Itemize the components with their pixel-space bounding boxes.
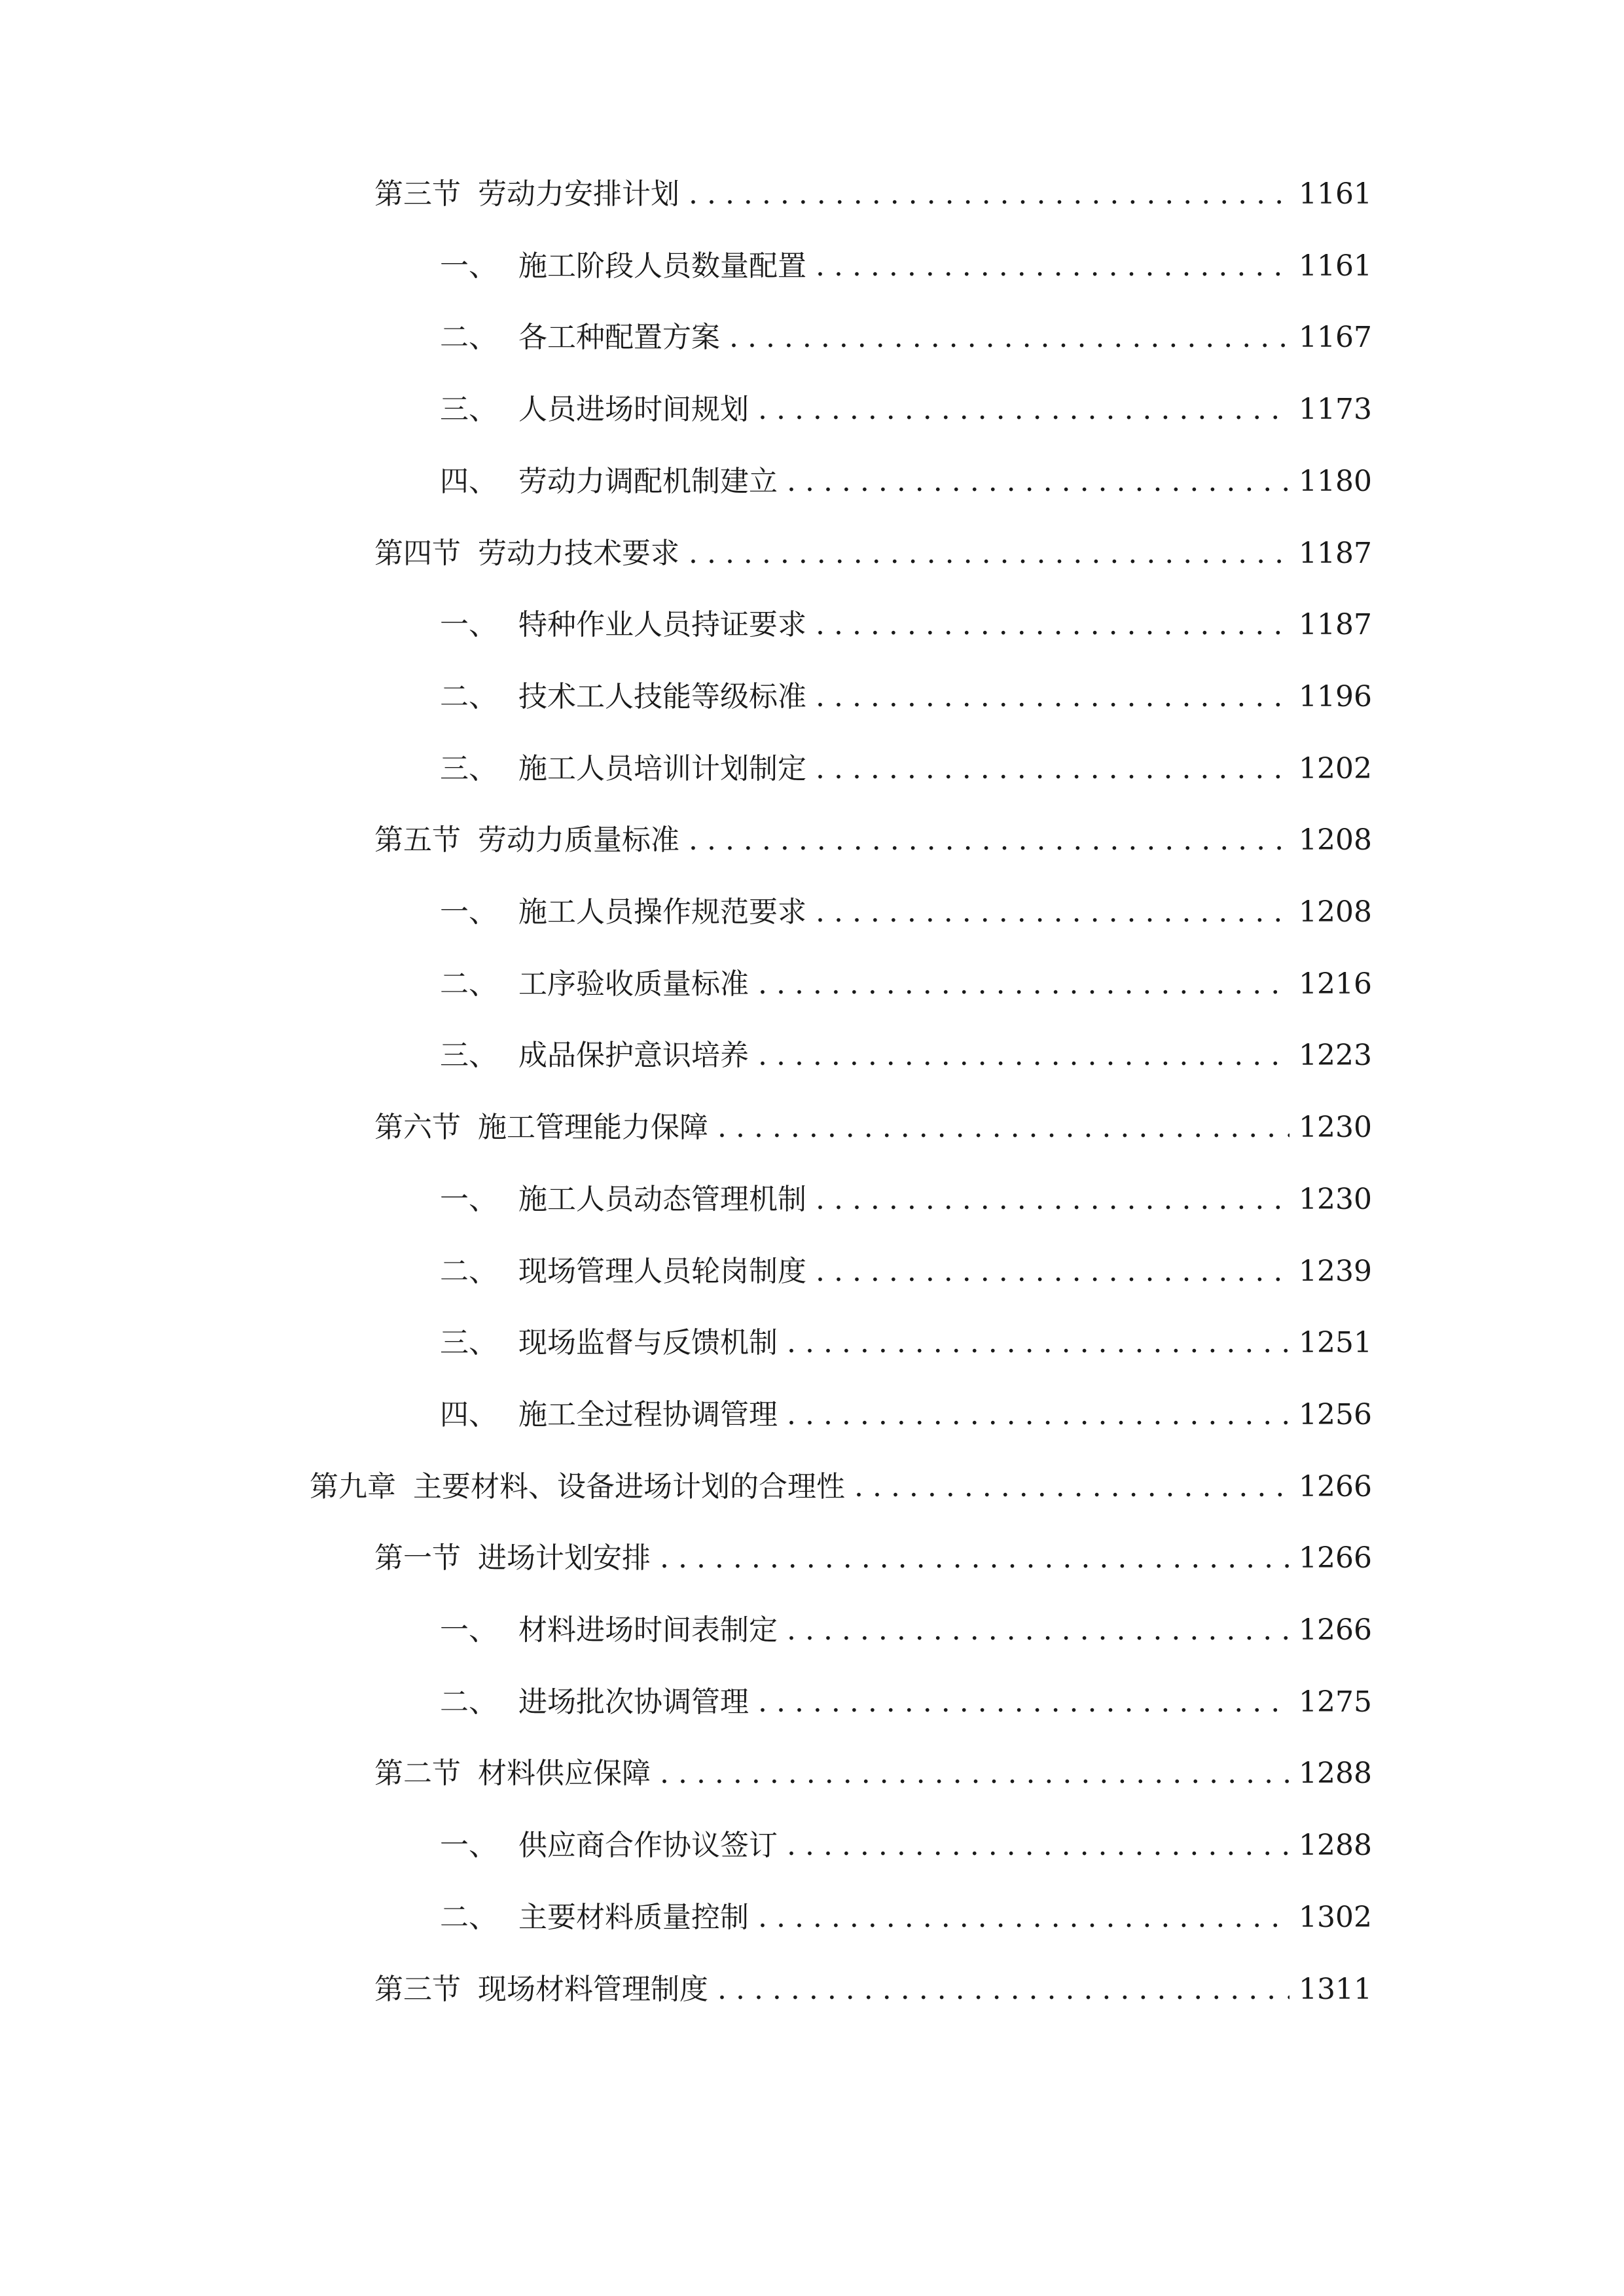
toc-entry-prefix: 第三节 [374,177,461,211]
dot-leader [816,602,1290,648]
toc-entry-title: 劳动力安排计划 [478,177,679,211]
toc-entry-title: 施工全过程协调管理 [518,1398,778,1431]
toc-entry-page-number: 1275 [1299,1685,1372,1719]
toc-entry-item[interactable] [440,1895,1372,1941]
toc-entry-prefix: 一、 [440,1613,497,1647]
toc-entry-page-number: 1208 [1299,895,1372,929]
toc-entry-title: 施工人员动态管理机制 [518,1183,806,1216]
toc-entry-item[interactable] [440,889,1372,935]
toc-entry-section[interactable] [374,1967,1372,2013]
toc-entry-page-number: 1173 [1299,393,1372,426]
toc-entry-title: 现场监督与反馈机制 [518,1326,778,1359]
dot-leader [717,1967,1290,2013]
toc-entry-prefix: 二、 [440,1901,497,1934]
toc-entry-page-number: 1196 [1299,680,1372,713]
toc-entry-item[interactable] [440,1177,1372,1223]
toc-entry-item[interactable] [440,602,1372,648]
toc-entry-item[interactable] [440,1320,1372,1366]
dot-leader [787,459,1290,505]
toc-entry-page-number: 1187 [1299,608,1372,641]
toc-entry-section[interactable] [374,817,1372,863]
toc-entry-prefix: 一、 [440,1183,497,1216]
dot-leader [758,1033,1290,1079]
dot-leader [816,1177,1290,1223]
toc-entry-prefix: 二、 [440,1255,497,1288]
toc-entry-title: 现场管理人员轮岗制度 [518,1255,806,1288]
toc-entry-page-number: 1266 [1299,1613,1372,1647]
toc-entry-page-number: 1161 [1299,177,1372,211]
toc-entry-item[interactable] [440,1033,1372,1079]
toc-entry-prefix: 三、 [440,1326,497,1359]
toc-entry-title: 施工阶段人员数量配置 [518,249,806,283]
toc-entry-title: 进场批次协调管理 [518,1685,749,1719]
toc-entry-section[interactable] [374,171,1372,217]
toc-entry-title: 人员进场时间规划 [518,393,749,426]
toc-entry-title: 主要材料质量控制 [518,1901,749,1934]
dot-leader [787,1320,1290,1366]
toc-entry-page-number: 1251 [1299,1326,1372,1359]
toc-entry-title: 劳动力技术要求 [478,537,679,570]
toc-entry-item[interactable] [440,387,1372,433]
toc-entry-prefix: 二、 [440,1685,497,1719]
toc-entry-item[interactable] [440,315,1372,361]
toc-entry-title: 施工管理能力保障 [478,1111,708,1144]
toc-entry-item[interactable] [440,1249,1372,1295]
dot-leader [729,315,1290,361]
toc-entry-title: 各工种配置方案 [518,321,720,354]
toc-entry-page-number: 1180 [1299,465,1372,498]
toc-entry-prefix: 三、 [440,1039,497,1072]
dot-leader [758,1895,1290,1941]
dot-leader [758,387,1290,433]
dot-leader [717,1105,1290,1151]
dot-leader [787,1607,1290,1653]
toc-entry-title: 技术工人技能等级标准 [518,680,806,713]
dot-leader [660,1751,1290,1797]
toc-entry-item[interactable] [440,1392,1372,1438]
dot-leader [689,817,1290,863]
toc-entry-prefix: 一、 [440,895,497,929]
dot-leader [816,243,1290,289]
toc-entry-title: 特种作业人员持证要求 [518,608,806,641]
toc-entry-prefix: 二、 [440,967,497,1001]
toc-entry-prefix: 一、 [440,608,497,641]
toc-entry-page-number: 1288 [1299,1757,1372,1790]
toc-entry-page-number: 1216 [1299,967,1372,1001]
toc-entry-title: 成品保护意识培养 [518,1039,749,1072]
toc-entry-page-number: 1161 [1299,249,1372,283]
toc-entry-section[interactable] [374,1535,1372,1581]
dot-leader [816,746,1290,792]
toc-entry-title: 主要材料、设备进场计划的合理性 [413,1470,845,1503]
dot-leader [758,961,1290,1007]
toc-entry-prefix: 二、 [440,680,497,713]
toc-entry-page-number: 1187 [1299,537,1372,570]
toc-entry-prefix: 四、 [440,465,497,498]
dot-leader [758,1679,1290,1725]
toc-entry-page-number: 1208 [1299,823,1372,857]
toc-entry-prefix: 三、 [440,752,497,785]
dot-leader [689,171,1290,217]
toc-entry-prefix: 三、 [440,393,497,426]
dot-leader [816,1249,1290,1295]
toc-entry-title: 现场材料管理制度 [478,1973,708,2006]
dot-leader [854,1464,1290,1510]
toc-entry-prefix: 一、 [440,1829,497,1862]
toc-entry-section[interactable] [374,531,1372,577]
dot-leader [689,531,1290,577]
toc-entry-prefix: 第四节 [374,537,461,570]
toc-entry-prefix: 第九章 [310,1470,396,1503]
toc-entry-prefix: 第二节 [374,1757,461,1790]
toc-entry-prefix: 第三节 [374,1973,461,2006]
toc-entry-chapter[interactable] [310,1464,1372,1510]
dot-leader [787,1823,1290,1869]
toc-entry-title: 材料进场时间表制定 [518,1613,778,1647]
toc-entry-prefix: 第五节 [374,823,461,857]
dot-leader [787,1392,1290,1438]
toc-entry-item[interactable] [440,243,1372,289]
toc-entry-page-number: 1167 [1299,321,1372,354]
toc-entry-page-number: 1288 [1299,1829,1372,1862]
toc-entry-prefix: 二、 [440,321,497,354]
toc-entry-title: 劳动力调配机制建立 [518,465,778,498]
toc-entry-prefix: 第一节 [374,1541,461,1575]
toc-entry-prefix: 一、 [440,249,497,283]
toc-entry-title: 供应商合作协议签订 [518,1829,778,1862]
toc-entry-page-number: 1202 [1299,752,1372,785]
toc-entry-title: 进场计划安排 [478,1541,651,1575]
dot-leader [660,1535,1290,1581]
dot-leader [816,889,1290,935]
toc-entry-item[interactable] [440,961,1372,1007]
toc-entry-page-number: 1239 [1299,1255,1372,1288]
dot-leader [816,674,1290,720]
toc-entry-page-number: 1223 [1299,1039,1372,1072]
toc-entry-item[interactable] [440,459,1372,505]
toc-entry-title: 施工人员操作规范要求 [518,895,806,929]
toc-entry-item[interactable] [440,1679,1372,1725]
toc-entry-title: 施工人员培训计划制定 [518,752,806,785]
toc-entry-item[interactable] [440,1607,1372,1653]
toc-entry-item[interactable] [440,746,1372,792]
toc-entry-item[interactable] [440,1823,1372,1869]
toc-entry-page-number: 1230 [1299,1183,1372,1216]
toc-entry-prefix: 四、 [440,1398,497,1431]
toc-entry-page-number: 1266 [1299,1470,1372,1503]
toc-entry-page-number: 1311 [1299,1973,1372,2006]
toc-entry-title: 工序验收质量标准 [518,967,749,1001]
toc-entry-title: 材料供应保障 [478,1757,651,1790]
toc-entry-title: 劳动力质量标准 [478,823,679,857]
toc-entry-section[interactable] [374,1105,1372,1151]
toc-entry-item[interactable] [440,674,1372,720]
toc-entry-page-number: 1256 [1299,1398,1372,1431]
toc-entry-page-number: 1230 [1299,1111,1372,1144]
toc-entry-prefix: 第六节 [374,1111,461,1144]
toc-entry-page-number: 1302 [1299,1901,1372,1934]
toc-entry-page-number: 1266 [1299,1541,1372,1575]
toc-entry-section[interactable] [374,1751,1372,1797]
